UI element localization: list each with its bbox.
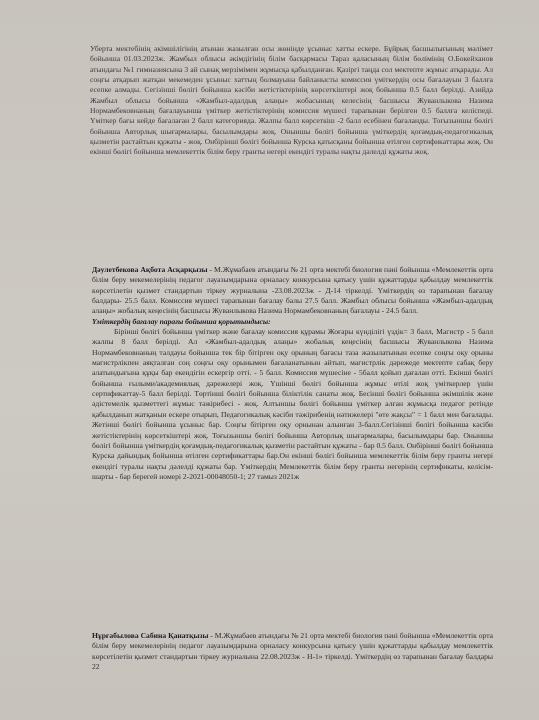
paragraph-previous-candidate: Уберта мектебінің әкімшілігінің атынан жазылған осы жөнінде ұсыныс хатты ескере. Бұйрық басшылығының мәлімет бойынша 01.03.2023ж. Жамбыл облысы әкімдігінің білім басқармасы Тараз қаласының білім бөлімінің О.Бокейханов атындағы №1 гимназиясына 3 ай сынақ мерзімімен жұмысқа қабылданған. Қазіргі таңда сол мектепте жұмыс атқарады. Ал соңғы атқарып жатқан мекемеден ұсыныс хаттың болмауына байланысты комиссия үміткердің осы бағалауын 3 баллға есепке алмады. Сегізінші бөлігі бойынша кәсіби жетістіктерінің көрсеткіштері жоқ бойынша 0.5 балл берілді. Азийда Жамбыл облысы бойынша «Жамбыл-адалдық алаңы» жобасының келесінің басшысы Жуванлыкова Назима Нормамбековнаның бағалауынша үміткер жетістіктерінің комиссия мүшесі тарапынан берілген 0.5 баллға келіспеді. Үміткер бағы кейде бағалаған 2 балл категорияда. Жалпы балл көрсеткіш -2 балл есебінен бағаланды. Тоғызыншы бөлігі бойынша Авторлық шығармалары, басылымдары жоқ. Оныншы бөлігі бойынша үміткердің қоғамдық-педагогикалық қызметін растайтын құжаты - жоқ. Онбірінші бөлігі бойынша Курска қатысқаны бойынша өтілген сертификаттары жоқ. Он екінші бөлігі бойынша мемлекеттік білім беру гранты негері екендігі туралы нақты дәлелді құжаты жоқ. — [90, 44, 493, 157]
candidate-name: Дәулетбекова Ақбота Асқарқызы — [92, 265, 208, 274]
assessment-body: Бірінші бөлігі бойынша үміткер және бағалау комиссия құрамы Жоғары күнділігі үздік= 3 балл, Магистр - 5 балл жалпы 8 балл берілді. Ал «Жамбыл-адалдық алаңы» жобалық кеңесінің басшысы Жуванлыкова Назима Нормамбековнаның талдауы бойынша тек бір бітірген оқу орының бағасы таза жазылатынын есепке соңғы оқу орыны магистрлікпен аяқталған соң соңғы оқу орынымен бағаланатынын айтып, магистрлік дәрежеде мектепте сабақ беру алатындығына құқы бар екендігін ескергір отті. - 5 балл. Комиссия мүшесіне - 5балл қойып дағалан отті. Екінші бөлігі бойынша ғылыми/академиялық дәрежелері жоқ. Үшінші бөлігі бойынша жұмыс өтілі жоқ үміткерлер үшін сертификаттау-5 балл берілді. Төртінші бөлігі бойынша біліктілік санаты жоқ. Бесінші бөлігі бойынша әкімшілік және әдістемелік қызметтегі жұмыс тәжірибесі - жоқ. Алтыншы бөлігі бойынша үміткер алған жұмысқа педагог ретінде қабылданып жатқанын ескере отырып, Педагогикалық кәсіби тәжірибенің нәтижелері "өте жақсы" = 1 балл мен бағалады. Жетінші бөлігі бойынша ұсыныс бар. Соңғы бітірген оқу орнынан алынған 3-балл.Сегізінші бөлігі бойынша кәсіби жетістіктерінің көрсеткіштері жоқ. Тоғызыншы бөлігі бойынша Авторлық шығармалары, басылымдары бар. Оныншы бөлігі бойынша үміткердің қоғамдық-педагогикалық қызметін растайтын құжаты - бар 0.5 балл. Онбірінші бөлігі бойынша Курска дайындық бойынша өтілген сертификаттары бар.Он екінші бөлігі бойынша мемлекеттік білім беру гранты негері екендігі туралы нақты дәлелді құжаты бар. Үміткердің Мемлекеттік білім беру гранты негерінің сертификаты, келісім-шарты - бар берегей номері 2-2021-00048050-1; 27 тамыз 2021ж — [92, 327, 493, 481]
candidate-intro: - М.Жұмабаев атындағы № 21 орта мектебі биология пәні бойынша «Мемлекеттік орта білім беру мекемелерінің педагог лауазымдарына орналасу конкурсына қатысу үшін құжаттарды қабылдау мемлекеттік көрсетілетін қызмет стандартын тіркеу журналына -23.08.2023ж - Д-14 тіркелді. Үміткердің өз тарапынан бағалау балдары- 25.5 балл. Комиссия мүшесі тарапынан бағалау балы 27.5 балл. Жамбыл облысы бойынша «Жамбыл-адалдық алаңы» жобалық кеңесінің басшысы Жуванлыкова Назима Нормамбековнаның бағалауы - 24.5 балл. — [92, 265, 493, 316]
candidate-name: Нұрғабылова Сабина Қанатқызы — [92, 631, 209, 640]
candidate-intro: - М.Жұмабаев атындағы № 21 орта мектебі биология пәні бойынша «Мемлекеттік орта білім беру мекемелерінің педагог лауазымдарына орналасу конкурсына қатысу үшін құжаттарды қабылдау мемлекеттік көрсетілетін қызмет стандартын тіркеу журналына 22.08.2023ж - Н-1» тіркелді. Үміткердің өз тарапынан бағалау балдары 22 — [92, 631, 493, 672]
assessment-subheading: Үміткердің бағалау парағы бойынша қорытындысы: — [92, 316, 271, 326]
paragraph-candidate-daulbetbekova — [92, 265, 493, 482]
paragraph-candidate-nurgabylova — [92, 631, 493, 672]
